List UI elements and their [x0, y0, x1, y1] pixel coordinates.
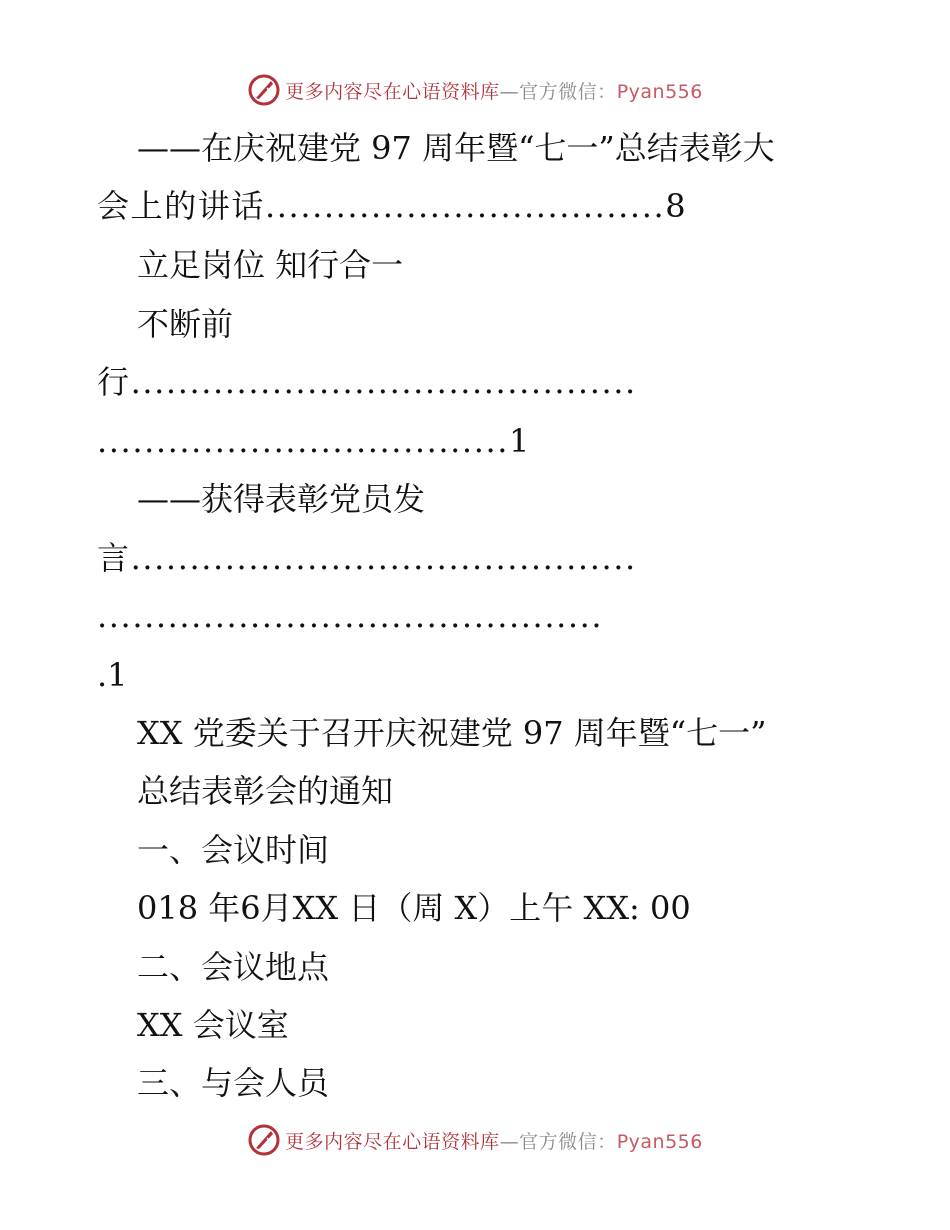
toc-line-title-cont: 不断前 — [137, 305, 234, 343]
toc-line-page-1: ...................................1 — [97, 422, 531, 460]
section-heading-location: 二、会议地点 — [137, 948, 330, 986]
toc-line-dot-leader-2: 言........................................... — [97, 539, 637, 577]
meeting-time: 018 年6月XX 日（周 X）上午 XX: 00 — [137, 889, 691, 927]
feather-pen-logo-icon — [247, 73, 281, 107]
toc-line-subtitle: ——在庆祝建党 97 周年暨“七一”总结表彰大 — [137, 129, 775, 167]
watermark-text: 更多内容尽在心语资料库—官方微信：Pyan556 — [285, 80, 703, 103]
header-watermark — [0, 70, 950, 110]
section-heading-time: 一、会议时间 — [137, 831, 330, 869]
toc-line-dot-leader-3: ........................................... — [97, 597, 604, 635]
feather-pen-logo-icon — [247, 1123, 281, 1157]
toc-line-subtitle-2: ——获得表彰党员发 — [137, 480, 426, 518]
notice-title-cont: 总结表彰会的通知 — [137, 772, 394, 810]
notice-title: XX 党委关于召开庆祝建党 97 周年暨“七一” — [137, 714, 767, 752]
meeting-location: XX 会议室 — [137, 1006, 289, 1044]
toc-line-page-1b: .1 — [97, 656, 128, 694]
watermark-text: 更多内容尽在心语资料库—官方微信：Pyan556 — [285, 1130, 703, 1153]
footer-watermark — [0, 1120, 950, 1160]
section-heading-attendees: 三、与会人员 — [137, 1064, 330, 1102]
toc-line-entry-page-8: 会上的讲话..................................8 — [97, 187, 688, 225]
toc-line-title: 立足岗位 知行合一 — [137, 246, 404, 284]
toc-line-dot-leader: 行........................................... — [97, 363, 637, 401]
